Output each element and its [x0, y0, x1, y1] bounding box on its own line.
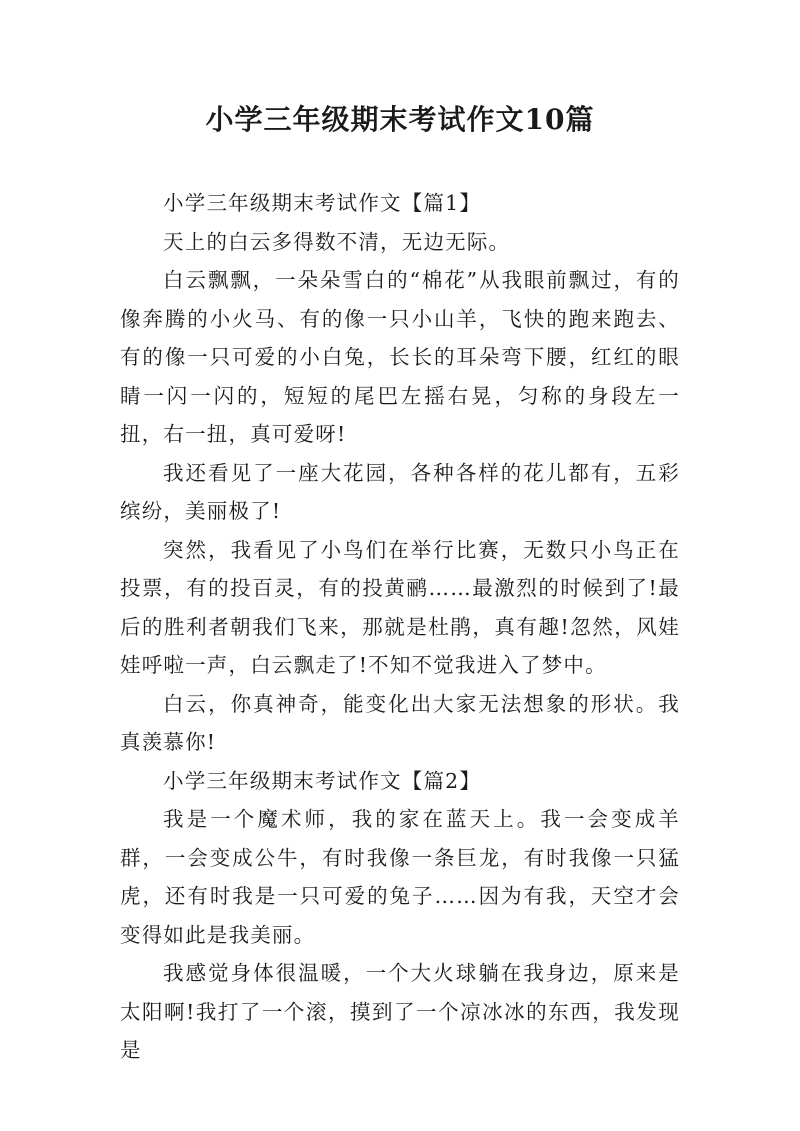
section-heading: 小学三年级期末考试作文【篇1】 [163, 191, 482, 215]
paragraph: 突然，我看见了小鸟们在举行比赛，无数只小鸟正在投票，有的投百灵，有的投黄鹂……最激烈的时候到了!最后的胜利者朝我们飞来，那就是杜鹃，真有趣!忽然，风娃娃呼啦一声，白云飘走了!不知不觉我进入了梦中。 [120, 537, 680, 677]
paragraph: 白云飘飘，一朵朵雪白的“棉花”从我眼前飘过，有的像奔腾的小火马、有的像一只小山羊，飞快的跑来跑去、有的像一只可爱的小白兔，长长的耳朵弯下腰，红红的眼睛一闪一闪的，短短的尾巴左摇右晃，匀称的身段左一扭，右一扭，真可爱呀! [120, 268, 680, 446]
document-title: 小学三年级期末考试作文10篇 [205, 103, 595, 136]
paragraph: 天上的白云多得数不清，无边无际。 [163, 229, 511, 254]
paragraph: 我感觉身体很温暖，一个大火球躺在我身边，原来是太阳啊!我打了一个滚，摸到了一个凉冰冰的东西，我发现是 [120, 961, 680, 1062]
paragraph: 白云，你真神奇，能变化出大家无法想象的形状。我真羡慕你! [120, 691, 680, 754]
section-heading: 小学三年级期末考试作文【篇2】 [163, 768, 482, 793]
paragraph: 我还看见了一座大花园，各种各样的花儿都有，五彩缤纷，美丽极了! [120, 460, 680, 523]
document-body [120, 184, 680, 1070]
paragraph: 我是一个魔术师，我的家在蓝天上。我一会变成羊群，一会变成公牛，有时我像一条巨龙，有时我像一只猛虎，还有时我是一只可爱的兔子……因为有我，天空才会变得如此是我美丽。 [120, 807, 680, 947]
